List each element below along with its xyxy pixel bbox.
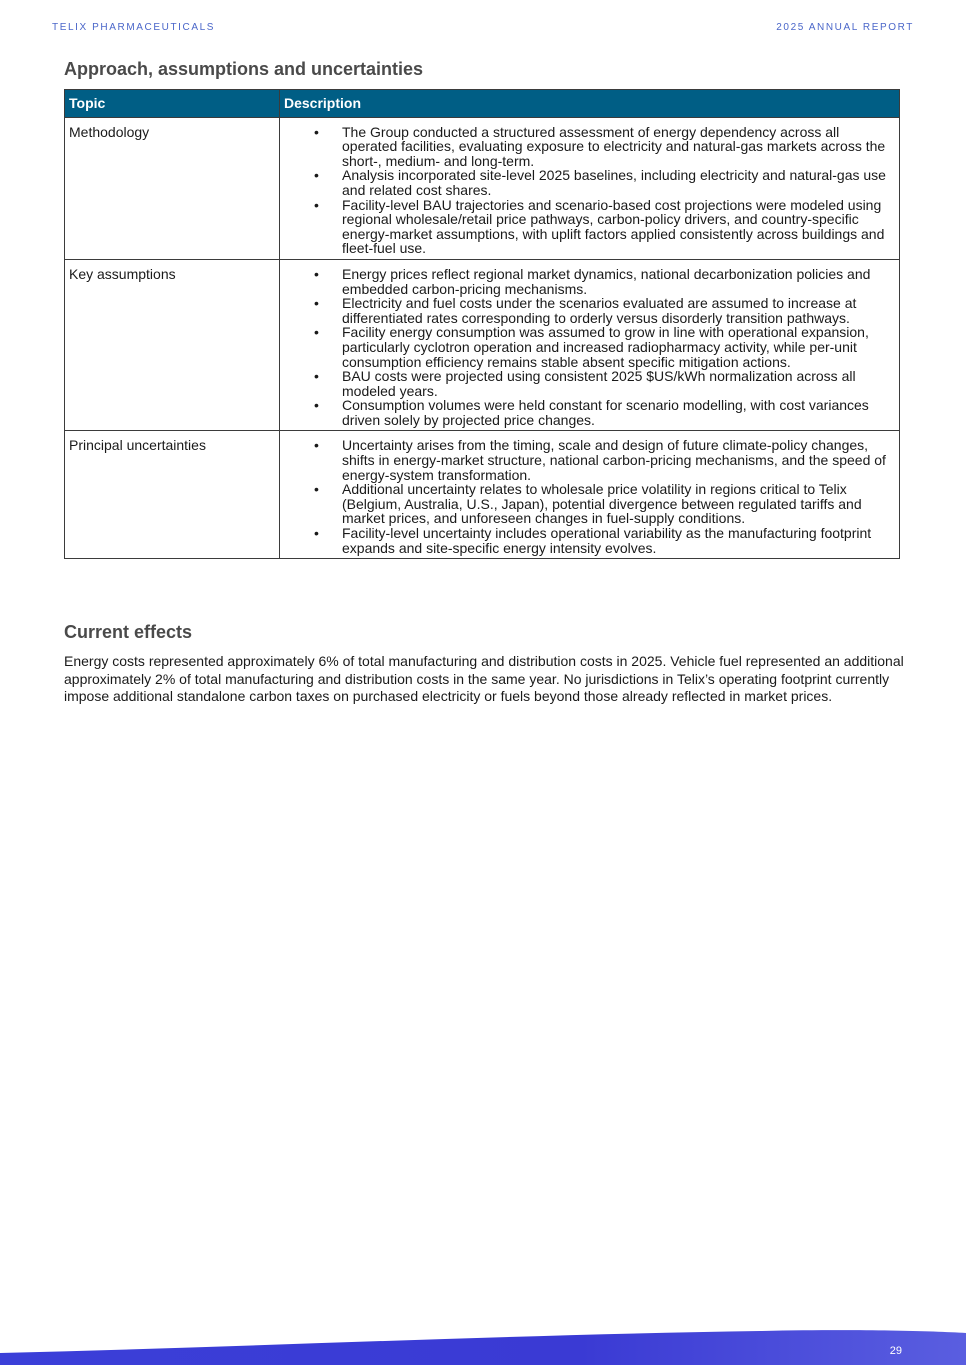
bullet-item: • Uncertainty arises from the timing, scale and design of future climate-policy changes, shifts in energy-market structure, national carbon-pricing mechanisms, and the speed of energy-system transformation. — [284, 438, 895, 482]
topic-cell: Methodology — [65, 117, 280, 259]
column-header-topic: Topic — [65, 90, 280, 118]
bullet-item: • Energy prices reflect regional market dynamics, national decarbonization policies and embedded carbon-pricing mechanisms. — [284, 267, 895, 296]
assumptions-table — [64, 89, 900, 559]
description-cell — [280, 259, 900, 431]
bullet-item: • Facility-level BAU trajectories and scenario-based cost projections were modeled using regional wholesale/retail price pathways, carbon-policy drivers, and country-specific energy-market assumptions, with uplift factors applied consistently across buildings and fleet-fuel use. — [284, 198, 895, 256]
topic-cell: Principal uncertainties — [65, 431, 280, 559]
description-cell — [280, 431, 900, 559]
bullet-item: • Electricity and fuel costs under the scenarios evaluated are assumed to increase at differentiated rates corresponding to orderly versus disorderly transition pathways. — [284, 296, 895, 325]
bullet-item: • Facility energy consumption was assumed to grow in line with operational expansion, particularly cyclotron operation and increased radiopharmacy activity, while per-unit consumption efficiency remains stable absent specific mitigation actions. — [284, 325, 895, 369]
page-number: 29 — [889, 1345, 902, 1357]
company-name: TELIX PHARMACEUTICALS — [52, 22, 216, 33]
footer-wave — [0, 1325, 966, 1365]
bullet-list — [284, 438, 895, 555]
topic-cell: Key assumptions — [65, 259, 280, 431]
table-row — [65, 259, 900, 431]
section-title-current-effects: Current effects — [64, 622, 193, 642]
bullet-item: • Consumption volumes were held constant for scenario modelling, with cost variances driven solely by projected price changes. — [284, 398, 895, 427]
column-header-description: Description — [280, 90, 900, 118]
bullet-item: • The Group conducted a structured assessment of energy dependency across all operated facilities, evaluating exposure to electricity and natural-gas markets across the short-, medium- and long-term. — [284, 125, 895, 169]
table-row — [65, 117, 900, 259]
bullet-item: • Analysis incorporated site-level 2025 baselines, including electricity and natural-gas use and related cost shares. — [284, 168, 895, 197]
description-cell — [280, 117, 900, 259]
bullet-item: • Additional uncertainty relates to wholesale price volatility in regions critical to Telix (Belgium, Australia, U.S., Japan), potential divergence between regulated tariffs and market prices, and unforeseen changes in fuel-supply conditions. — [284, 482, 895, 526]
bullet-list — [284, 267, 895, 428]
section-title-approach: Approach, assumptions and uncertainties — [64, 59, 424, 79]
bullet-item: • Facility-level uncertainty includes operational variability as the manufacturing footprint expands and site-specific energy intensity evolves. — [284, 526, 895, 555]
table-row — [65, 431, 900, 559]
table-header-row — [65, 90, 900, 118]
bullet-list — [284, 125, 895, 256]
bullet-item: • BAU costs were projected using consistent 2025 $US/kWh normalization across all modeled years. — [284, 369, 895, 398]
report-title: 2025 ANNUAL REPORT — [776, 22, 914, 33]
current-effects-paragraph: Energy costs represented approximately 6% of total manufacturing and distribution costs in 2025. Vehicle fuel represented an additional approximately 2% of total manufacturing and distribution costs in the same year. No jurisdictions in Telix’s operating footprint currently impose additional standalone carbon taxes on purchased electricity or fuels beyond those already reflected in market prices. — [64, 653, 904, 704]
